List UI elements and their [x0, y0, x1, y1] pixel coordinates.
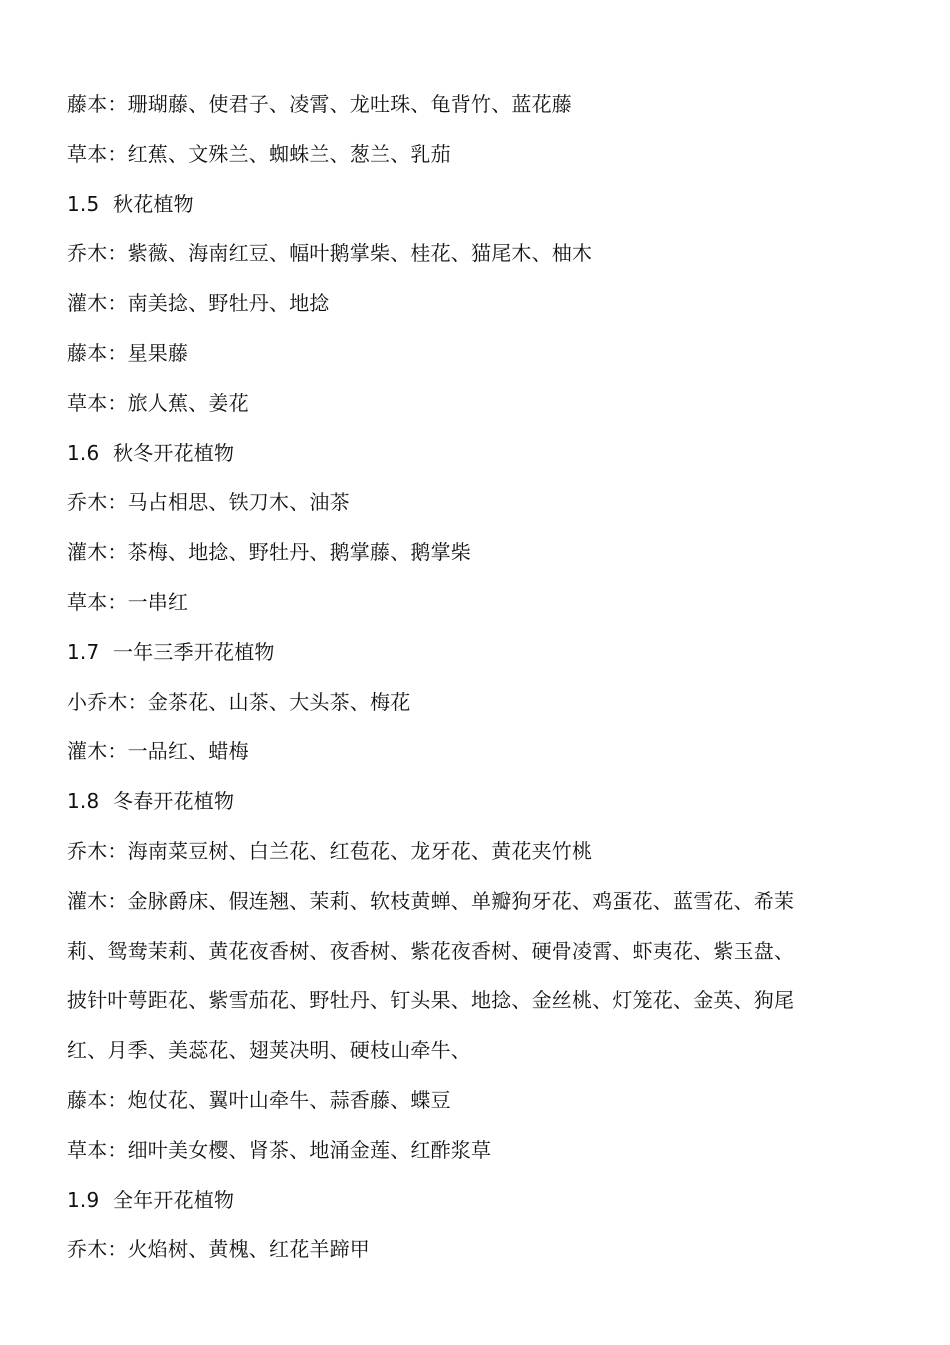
plant-list: 海南菜豆树、白兰花、红苞花、龙牙花、黄花夹竹桃: [127, 838, 593, 863]
plant-list: 炮仗花、翼叶山牵牛、蒜香藤、蝶豆: [127, 1087, 451, 1112]
category-label: 藤本：: [67, 340, 128, 365]
category-label: 灌木：: [67, 540, 128, 565]
category-label: 乔木：: [67, 241, 128, 266]
category-label: 乔木：: [67, 490, 128, 515]
list-item: [67, 678, 887, 728]
section-heading: [67, 1176, 887, 1226]
plant-list: 一串红: [127, 589, 189, 614]
category-label: 灌木：: [67, 888, 128, 913]
list-item: [67, 827, 887, 877]
list-item: [67, 1225, 887, 1275]
document-body: [67, 80, 887, 1275]
list-item: [67, 379, 887, 429]
list-item: [67, 478, 887, 528]
continuation-line: [67, 976, 887, 1026]
list-item: [67, 578, 887, 628]
section-number: 1.9: [67, 1187, 100, 1212]
section-heading: [67, 777, 887, 827]
category-label: 灌木：: [67, 291, 128, 316]
plant-list: 红、月季、美蕊花、翅荚决明、硬枝山牵牛、: [67, 1038, 471, 1063]
list-item: [67, 130, 887, 180]
category-label: 藤本：: [67, 92, 128, 116]
section-title: 秋花植物: [113, 191, 194, 216]
plant-list: 金茶花、山茶、大头茶、梅花: [147, 689, 411, 714]
category-label: 草本：: [67, 141, 128, 166]
plant-list: 马占相思、铁刀木、油茶: [127, 490, 350, 515]
category-label: 藤本：: [67, 1087, 128, 1112]
section-number: 1.5: [67, 191, 100, 216]
section-title: 全年开花植物: [113, 1187, 235, 1212]
plant-list: 旅人蕉、姜花: [127, 390, 249, 415]
plant-list: 紫薇、海南红豆、幅叶鹅掌柴、桂花、猫尾木、柚木: [127, 241, 593, 266]
plant-list: 茶梅、地捻、野牡丹、鹅掌藤、鹅掌柴: [127, 540, 472, 565]
list-item: [67, 1126, 887, 1176]
section-title: 一年三季开花植物: [113, 639, 275, 664]
section-heading: [67, 628, 887, 678]
plant-list: 细叶美女樱、肾茶、地涌金莲、红酢浆草: [127, 1137, 492, 1162]
section-title: 冬春开花植物: [113, 789, 235, 814]
section-number: 1.8: [67, 789, 100, 814]
category-label: 小乔木：: [67, 689, 148, 714]
plant-list: 披针叶萼距花、紫雪茄花、野牡丹、钉头果、地捻、金丝桃、灯笼花、金英、狗尾: [67, 988, 795, 1013]
list-item: [67, 279, 887, 329]
list-item: [67, 329, 887, 379]
plant-list: 一品红、蜡梅: [127, 739, 249, 764]
plant-list: 金脉爵床、假连翘、茉莉、软枝黄蝉、单瓣狗牙花、鸡蛋花、蓝雪花、希茉: [127, 888, 795, 913]
list-item: [67, 1076, 887, 1126]
section-number: 1.6: [67, 440, 100, 465]
section-number: 1.7: [67, 639, 100, 664]
plant-list: 星果藤: [127, 340, 189, 365]
category-label: 乔木：: [67, 838, 128, 863]
category-label: 草本：: [67, 1137, 128, 1162]
plant-list: 红蕉、文殊兰、蜘蛛兰、葱兰、乳茄: [127, 141, 451, 166]
category-label: 乔木：: [67, 1237, 128, 1262]
section-title: 秋冬开花植物: [113, 440, 235, 465]
plant-list: 南美捻、野牡丹、地捻: [127, 291, 330, 316]
category-label: 灌木：: [67, 739, 128, 764]
continuation-line: [67, 1026, 887, 1076]
list-item: [67, 528, 887, 578]
category-label: 草本：: [67, 589, 128, 614]
plant-list: 莉、鸳鸯茉莉、黄花夜香树、夜香树、紫花夜香树、硬骨凌霄、虾夷花、紫玉盘、: [67, 938, 795, 963]
section-heading: [67, 180, 887, 230]
plant-list: 火焰树、黄槐、红花羊蹄甲: [127, 1237, 371, 1262]
list-item: [67, 80, 887, 130]
list-item: [67, 229, 887, 279]
continuation-line: [67, 927, 887, 977]
section-heading: [67, 429, 887, 479]
plant-list: 珊瑚藤、使君子、凌霄、龙吐珠、龟背竹、蓝花藤: [127, 92, 573, 116]
list-item: [67, 877, 887, 927]
list-item: [67, 727, 887, 777]
category-label: 草本：: [67, 390, 128, 415]
